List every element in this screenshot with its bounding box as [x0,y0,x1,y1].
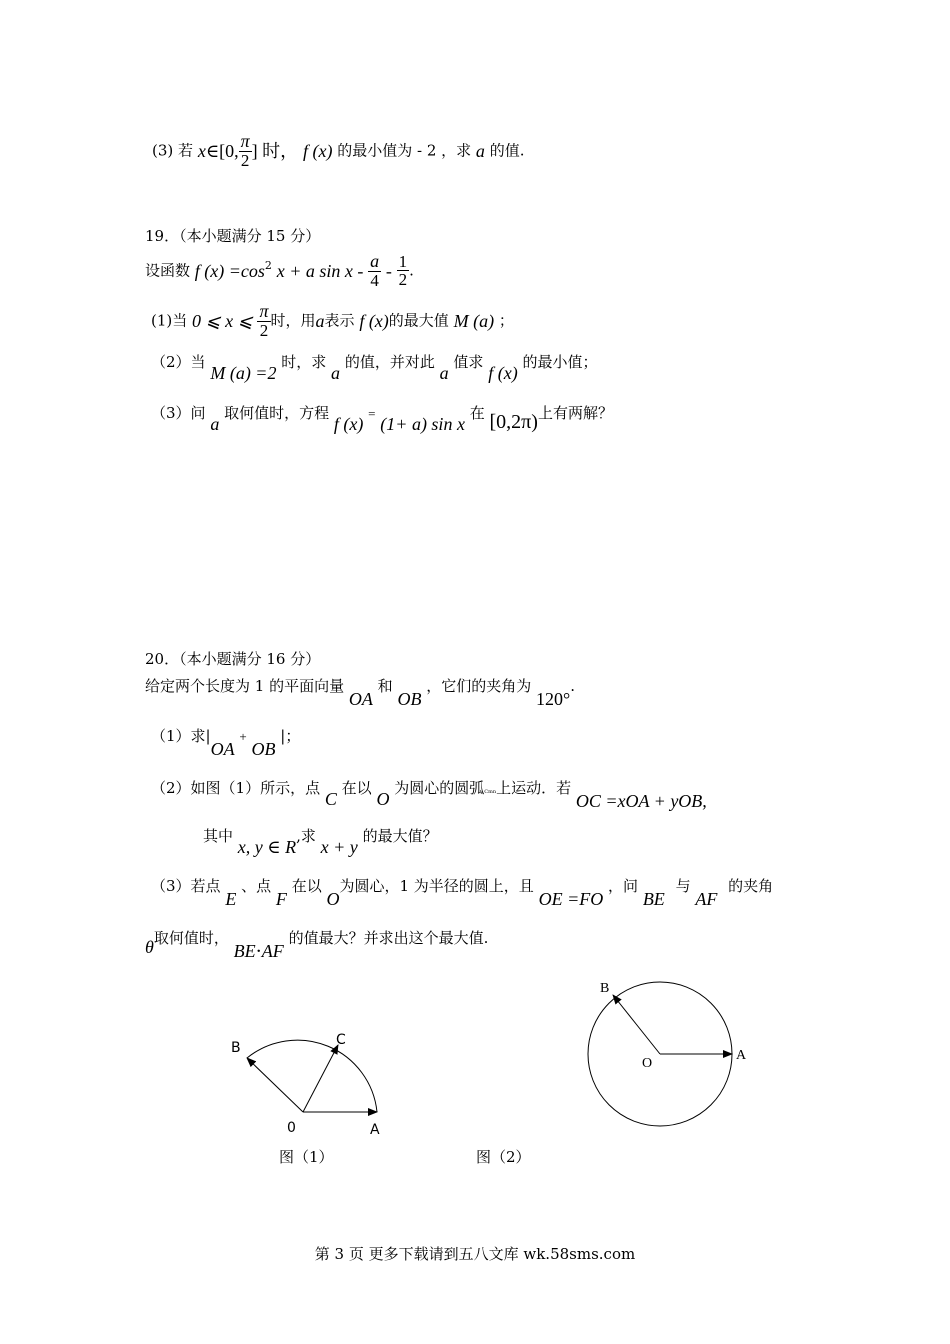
q20-p3-eq: OE =FO [538,889,604,909]
q20-p2-xy: x, y ∈ R [237,837,297,857]
q19-p1-text2: 表示 [324,311,355,330]
q20-p2-text4: 其中 [203,827,234,845]
vec-AF: AF [695,889,718,909]
minus: - [385,260,392,281]
func-fx: f (x) [333,414,364,434]
angle-120: 120° [536,689,571,709]
q19-p3-text: 取何值时，方程 [224,404,330,422]
q20-part3-line2 [145,928,489,961]
frac-den: 2 [259,320,269,340]
vector-OB [247,1058,303,1112]
figure-2-caption: 图（2） [476,1148,531,1166]
q18-3-tail: 的值. [489,141,525,160]
point-C: C [324,789,337,809]
label-B: B [600,981,610,996]
q20-p3-text4: ，问 [608,877,639,895]
q20-p2-text6: 的最大值？ [362,827,438,845]
func-fx: f (x) [488,363,518,383]
q18-3-label: (3) 若 [152,141,194,160]
frac-den: 4 [370,270,379,290]
q20-intro-text2: ，它们的夹角为 [426,677,532,695]
var-a: a [315,310,325,331]
vec-OA: OA [348,689,373,709]
q19-p2-text3: 值求 [453,353,484,371]
semicolon: ； [498,311,514,330]
label-O: 0 [287,1120,296,1136]
q20-p2-text2: 为圆心的圆弧 [394,779,485,797]
q19-part1 [151,302,514,340]
q19-p3-label: （3）问 [151,404,206,422]
q20-p3-dot: BE⋅AF [233,941,284,961]
frac-den: 2 [240,150,250,170]
func-Ma: M (a) [453,310,495,331]
var-a: a [210,414,220,434]
q20-p2-text: 在以 [341,779,372,797]
q19-p1-text3: 的最大值 [388,311,449,330]
figure-1-caption: 图（1） [279,1148,334,1166]
math-in: ∈[0, [205,140,239,161]
frac-num: 1 [398,251,408,271]
var-a: a [475,140,485,161]
q18-3-text: 的最小值为 - 2 ，求 [337,141,472,160]
q19-intro [145,252,414,290]
q20-p3-text: 、点 [241,877,272,895]
vector-OC [303,1045,338,1112]
vec-OB: OB [397,689,422,709]
var-a: a [331,363,341,383]
plus: + [239,729,247,744]
q20-p3-text2: 在以 [291,877,322,895]
func-fx: f (x) [302,140,333,161]
arc [247,1040,377,1112]
q20-part2 [151,778,707,811]
q19-p2-text4: 的最小值； [522,353,598,371]
q19-p2-label: （2）当 [151,353,206,371]
var-theta: θ [145,937,154,957]
frac-num: π [240,131,250,151]
point-O: O [326,889,340,909]
q19-p2-eq: M (a) =2 [210,363,277,383]
figure-1 [225,1028,425,1143]
frac-1-2 [397,253,410,290]
q19-p2-text: 时，求 [281,353,327,371]
label-O: O [642,1056,653,1071]
q18-part3 [152,132,524,170]
q19-p3-rhs: (1+ a) sin x [380,414,465,434]
var-x: x [197,140,206,161]
point-E: E [225,889,237,909]
q20-intro [145,676,576,709]
point-O: O [376,789,390,809]
q19-p3-text3: 上有两解？ [537,404,613,422]
q20-part1 [151,726,301,759]
vec-OB: OB [251,739,276,759]
and: 和 [377,677,393,695]
func-fx: f (x) [359,310,389,331]
frac-pi-2 [257,302,270,340]
equals: = [368,406,376,421]
vec-OA: OA [210,739,235,759]
q20-p3-text6: 的夹角 [728,877,774,895]
frac-a-4 [368,252,381,290]
q19-p3-interval: [0,2π) [489,411,538,433]
q20-p3-text3: 为圆心，1 为半径的圆上，且 [339,877,534,895]
q20-p3-text8: 的值最大？并求出这个最大值. [288,929,489,947]
label-C: C [336,1032,346,1048]
label-B: B [231,1040,241,1056]
q20-p3-text7: 取何值时， [153,929,229,947]
q19-p2-text2: 的值，并对此 [344,353,435,371]
q19-fdef: f (x) =cos [194,260,265,281]
frac-num: π [259,301,269,321]
q20-p3-text5: 与 [675,877,691,895]
figure-2 [580,975,760,1135]
label-A: A [370,1122,380,1138]
q20-p1-label: （1）求| [151,727,211,745]
point-F: F [275,889,287,909]
q19-fdef2: x + a sin x - [276,260,364,281]
frac-pi-2 [239,132,252,170]
q20-p1-text: |； [280,727,301,745]
q20-p2-text5: ,求 [296,827,316,845]
vector-OB [613,995,660,1054]
q19-p1-text: 时，用 [270,311,316,330]
q19-p3-text2: 在 [469,404,485,422]
q20-intro-text: 给定两个长度为 1 的平面向量 [145,677,345,695]
page-footer: 第 3 页 更多下载请到五八文库 wk.58sms.com [314,1245,636,1263]
q20-header: 20．（本小题满分 16 分） [145,650,321,668]
q19-header: 19．（本小题满分 15 分） [145,227,321,245]
q20-p2-sum: x + y [320,837,358,857]
q20-p2-eq: OC =xOA + yOB, [575,791,707,811]
period: . [409,261,414,280]
q19-square: 2 [264,258,272,272]
q20-p3-label: （3）若点 [151,877,221,895]
q19-part2 [151,352,598,383]
q19-p1-label: (1)当 [151,311,188,330]
q20-part2-line2 [203,826,438,857]
frac-den: 2 [398,270,408,290]
q20-p2-label: （2）如图（1）所示，点 [151,779,321,797]
label-A: A [736,1048,747,1063]
var-a: a [439,363,449,383]
period: . [570,677,576,695]
q19-intro-text: 设函数 [145,261,191,280]
q19-p1-range: 0 ⩽ x ⩽ [192,310,253,331]
frac-num: a [370,251,380,271]
q20-part3 [151,876,774,909]
q19-part3 [151,402,613,434]
vec-BE: BE [642,889,665,909]
q20-p2-text3: 上运动．若 [496,779,572,797]
math-close: ] 时， [251,140,299,161]
arc-label-tiny: Cmn [484,789,497,795]
